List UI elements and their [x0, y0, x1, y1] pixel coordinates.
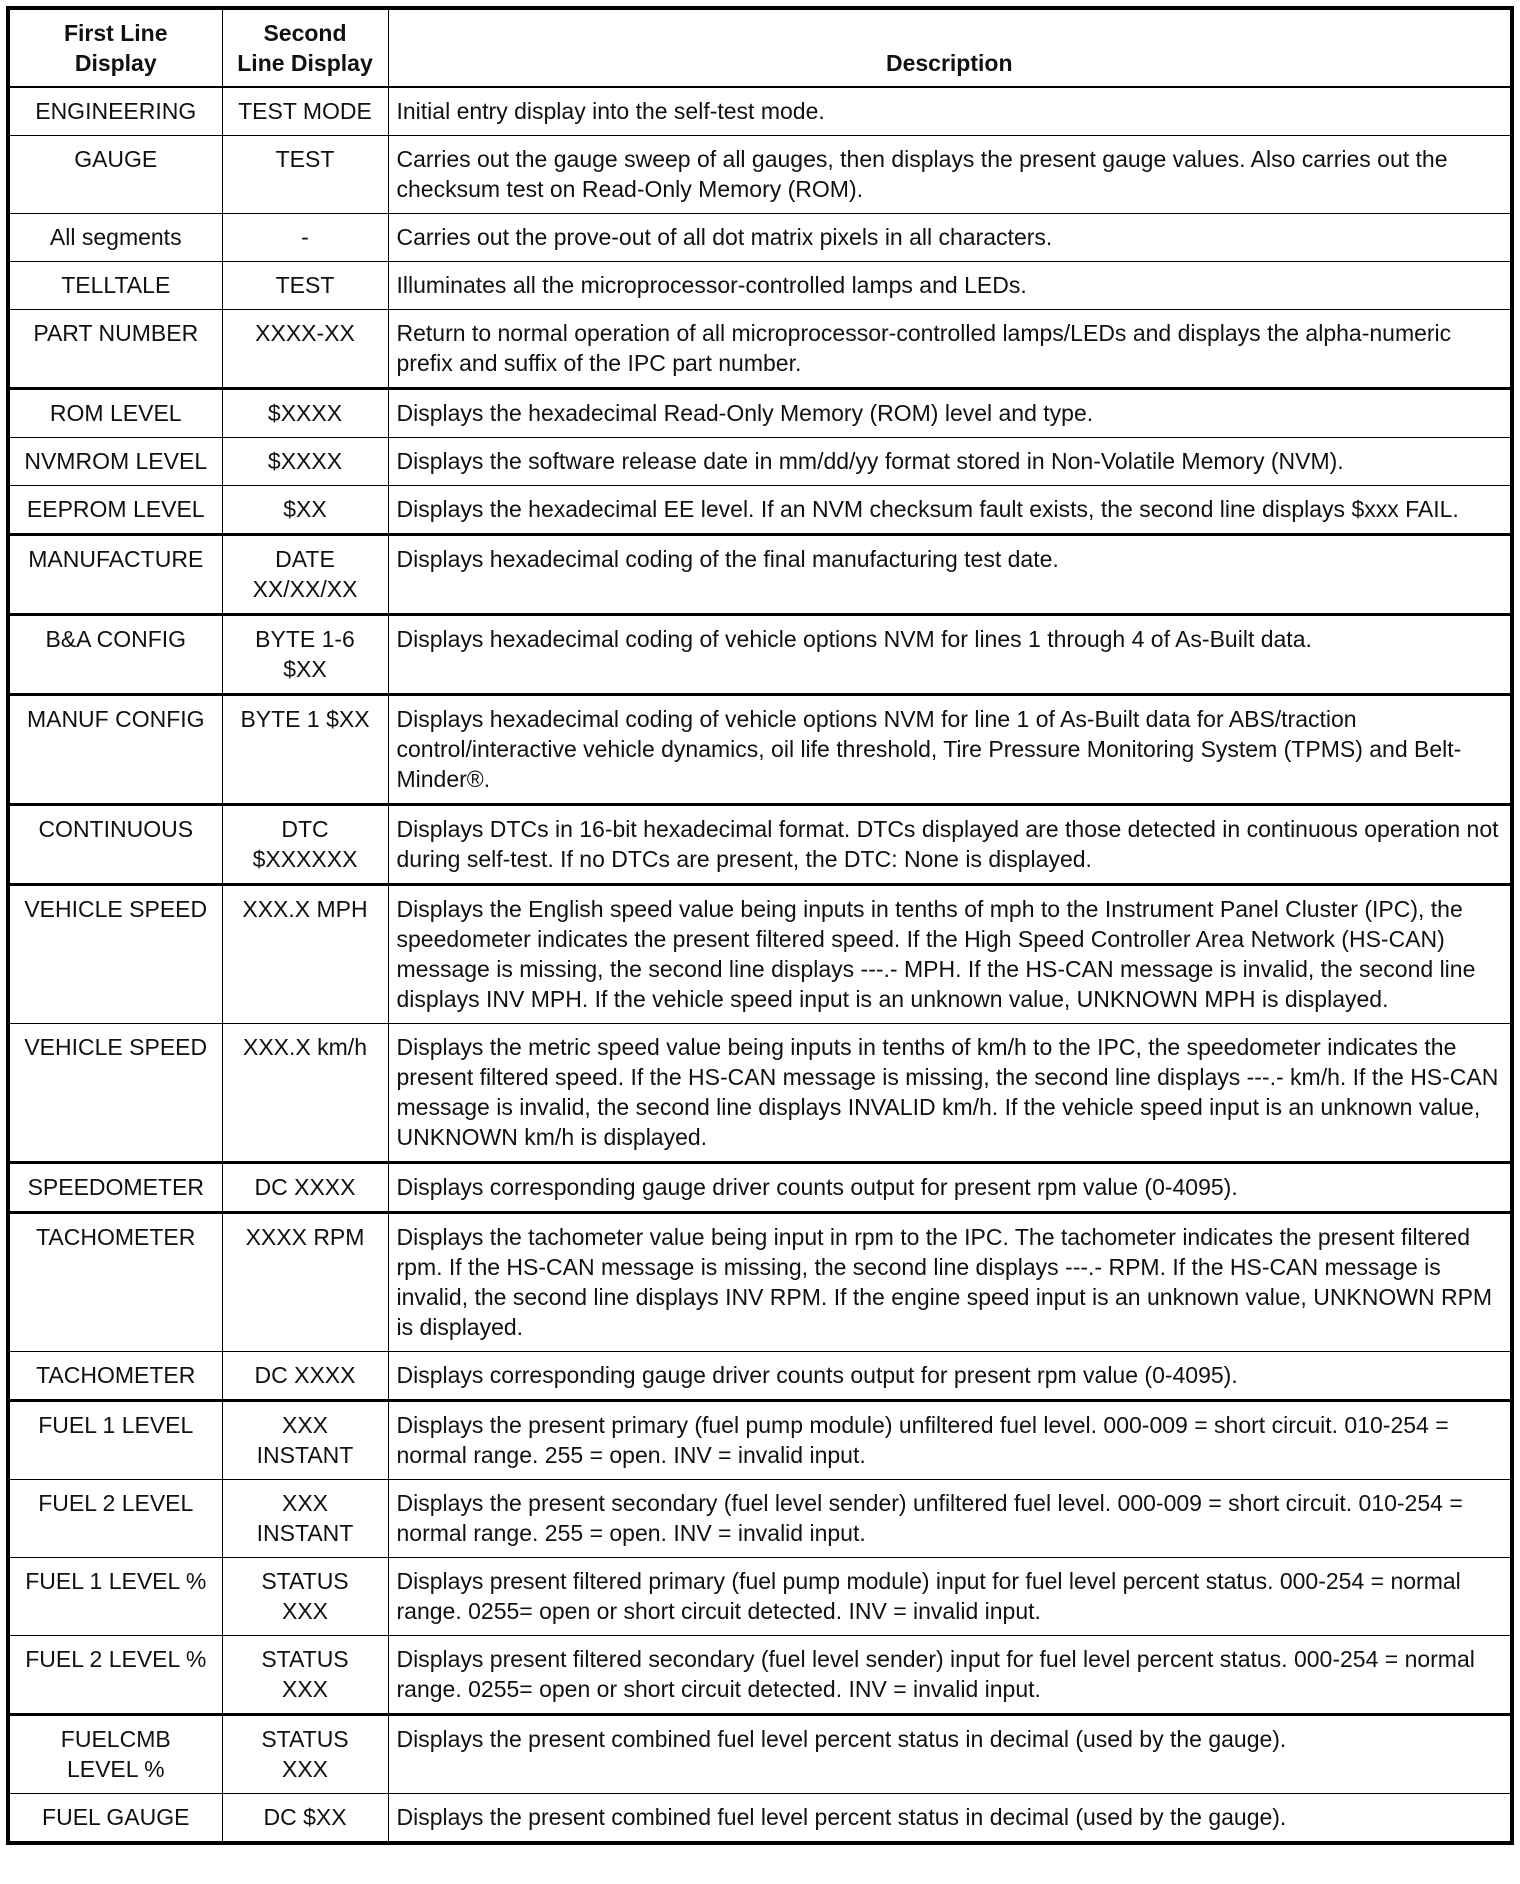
second-line-display-cell: DTC $XXXXXX — [222, 805, 388, 885]
description-cell: Return to normal operation of all microprocessor-controlled lamps/LEDs and displays the alpha-numeric prefix and suffix of the IPC part number. — [388, 310, 1512, 389]
second-line-display-cell: STATUS XXX — [222, 1636, 388, 1715]
first-line-display-cell: ROM LEVEL — [8, 389, 222, 438]
first-line-display-cell: FUEL GAUGE — [8, 1794, 222, 1844]
second-line-display-cell: DATE XX/XX/XX — [222, 535, 388, 615]
first-line-display-cell: FUEL 2 LEVEL % — [8, 1636, 222, 1715]
second-line-display-cell: TEST — [222, 136, 388, 214]
description-cell: Displays hexadecimal coding of vehicle options NVM for line 1 of As-Built data for ABS/traction control/interactive vehicle dynamics, oil life threshold, Tire Pressure Monitoring System (TPMS) and Belt-Minder®. — [388, 695, 1512, 805]
second-line-display-cell: $XXXX — [222, 438, 388, 486]
description-cell: Displays the metric speed value being inputs in tenths of km/h to the IPC, the speedometer indicates the present filtered speed. If the HS-CAN message is missing, the second line displays ---.- km/h. If the HS-CAN message is invalid, the second line displays INVALID km/h. If the vehicle speed input is an unknown value, UNKNOWN km/h is displayed. — [388, 1024, 1512, 1163]
header-second-line-display: Second Line Display — [222, 8, 388, 87]
first-line-display-cell: PART NUMBER — [8, 310, 222, 389]
description-cell: Displays the present combined fuel level percent status in decimal (used by the gauge). — [388, 1715, 1512, 1794]
first-line-display-cell: NVMROM LEVEL — [8, 438, 222, 486]
second-line-display-cell: - — [222, 214, 388, 262]
description-cell: Displays the present secondary (fuel level sender) unfiltered fuel level. 000-009 = short circuit. 010-254 = normal range. 255 = open. INV = invalid input. — [388, 1480, 1512, 1558]
self-test-display-table — [6, 6, 1514, 1845]
table-row — [8, 1024, 1512, 1163]
table-row — [8, 486, 1512, 535]
first-line-display-cell: VEHICLE SPEED — [8, 885, 222, 1024]
table-row — [8, 885, 1512, 1024]
second-line-display-cell: $XX — [222, 486, 388, 535]
table-row — [8, 1636, 1512, 1715]
header-row — [8, 8, 1512, 87]
second-line-display-cell: XXX INSTANT — [222, 1401, 388, 1480]
first-line-display-cell: TACHOMETER — [8, 1352, 222, 1401]
second-line-display-cell: DC $XX — [222, 1794, 388, 1844]
table-row — [8, 535, 1512, 615]
description-cell: Illuminates all the microprocessor-controlled lamps and LEDs. — [388, 262, 1512, 310]
header-description: Description — [388, 8, 1512, 87]
table-row — [8, 1558, 1512, 1636]
second-line-display-cell: XXXX RPM — [222, 1213, 388, 1352]
first-line-display-cell: ENGINEERING — [8, 87, 222, 136]
first-line-display-cell: TELLTALE — [8, 262, 222, 310]
first-line-display-cell: FUEL 1 LEVEL — [8, 1401, 222, 1480]
first-line-display-cell: TACHOMETER — [8, 1213, 222, 1352]
second-line-display-cell: XXX.X km/h — [222, 1024, 388, 1163]
first-line-display-cell: VEHICLE SPEED — [8, 1024, 222, 1163]
second-line-display-cell: DC XXXX — [222, 1352, 388, 1401]
description-cell: Displays present filtered primary (fuel pump module) input for fuel level percent status. 000-254 = normal range. 0255= open or short circuit detected. INV = invalid input. — [388, 1558, 1512, 1636]
description-cell: Displays the hexadecimal Read-Only Memory (ROM) level and type. — [388, 389, 1512, 438]
description-cell: Displays the software release date in mm/dd/yy format stored in Non-Volatile Memory (NVM). — [388, 438, 1512, 486]
table-row — [8, 310, 1512, 389]
second-line-display-cell: XXX.X MPH — [222, 885, 388, 1024]
first-line-display-cell: FUEL 1 LEVEL % — [8, 1558, 222, 1636]
table-row — [8, 1401, 1512, 1480]
second-line-display-cell: TEST — [222, 262, 388, 310]
second-line-display-cell: STATUS XXX — [222, 1715, 388, 1794]
table-row — [8, 615, 1512, 695]
table-row — [8, 136, 1512, 214]
table-body — [8, 87, 1512, 1843]
table-row — [8, 1213, 1512, 1352]
table-row — [8, 1715, 1512, 1794]
first-line-display-cell: MANUFACTURE — [8, 535, 222, 615]
second-line-display-cell: DC XXXX — [222, 1163, 388, 1213]
table-row — [8, 214, 1512, 262]
description-cell: Displays DTCs in 16-bit hexadecimal format. DTCs displayed are those detected in continuous operation not during self-test. If no DTCs are present, the DTC: None is displayed. — [388, 805, 1512, 885]
first-line-display-cell: MANUF CONFIG — [8, 695, 222, 805]
description-cell: Initial entry display into the self-test mode. — [388, 87, 1512, 136]
table-row — [8, 1480, 1512, 1558]
table-row — [8, 389, 1512, 438]
first-line-display-cell: FUEL 2 LEVEL — [8, 1480, 222, 1558]
table-row — [8, 262, 1512, 310]
first-line-display-cell: GAUGE — [8, 136, 222, 214]
description-cell: Displays the present primary (fuel pump module) unfiltered fuel level. 000-009 = short circuit. 010-254 = normal range. 255 = open. INV = invalid input. — [388, 1401, 1512, 1480]
table-row — [8, 1163, 1512, 1213]
second-line-display-cell: STATUS XXX — [222, 1558, 388, 1636]
first-line-display-cell: EEPROM LEVEL — [8, 486, 222, 535]
description-cell: Displays the hexadecimal EE level. If an NVM checksum fault exists, the second line displays $xxx FAIL. — [388, 486, 1512, 535]
description-cell: Displays the tachometer value being input in rpm to the IPC. The tachometer indicates the present filtered rpm. If the HS-CAN message is missing, the second line displays ---.- RPM. If the HS-CAN message is invalid, the second line displays INV RPM. If the engine speed input is an unknown value, UNKNOWN RPM is displayed. — [388, 1213, 1512, 1352]
table-row — [8, 438, 1512, 486]
first-line-display-cell: FUELCMB LEVEL % — [8, 1715, 222, 1794]
table-row — [8, 805, 1512, 885]
first-line-display-cell: B&A CONFIG — [8, 615, 222, 695]
description-cell: Displays hexadecimal coding of vehicle options NVM for lines 1 through 4 of As-Built data. — [388, 615, 1512, 695]
second-line-display-cell: XXX INSTANT — [222, 1480, 388, 1558]
first-line-display-cell: CONTINUOUS — [8, 805, 222, 885]
description-cell: Displays corresponding gauge driver counts output for present rpm value (0-4095). — [388, 1352, 1512, 1401]
description-cell: Displays the present combined fuel level percent status in decimal (used by the gauge). — [388, 1794, 1512, 1844]
table-row — [8, 1794, 1512, 1844]
description-cell: Displays corresponding gauge driver counts output for present rpm value (0-4095). — [388, 1163, 1512, 1213]
description-cell: Displays the English speed value being inputs in tenths of mph to the Instrument Panel Cluster (IPC), the speedometer indicates the present filtered speed. If the High Speed Controller Area Network (HS-CAN) message is missing, the second line displays ---.- MPH. If the HS-CAN message is invalid, the second line displays INV MPH. If the vehicle speed input is an unknown value, UNKNOWN MPH is displayed. — [388, 885, 1512, 1024]
second-line-display-cell: $XXXX — [222, 389, 388, 438]
table-row — [8, 695, 1512, 805]
table-row — [8, 87, 1512, 136]
header-first-line-display: First Line Display — [8, 8, 222, 87]
table-row — [8, 1352, 1512, 1401]
second-line-display-cell: TEST MODE — [222, 87, 388, 136]
second-line-display-cell: BYTE 1-6 $XX — [222, 615, 388, 695]
description-cell: Carries out the gauge sweep of all gauges, then displays the present gauge values. Also carries out the checksum test on Read-Only Memory (ROM). — [388, 136, 1512, 214]
second-line-display-cell: XXXX-XX — [222, 310, 388, 389]
first-line-display-cell: All segments — [8, 214, 222, 262]
description-cell: Displays hexadecimal coding of the final manufacturing test date. — [388, 535, 1512, 615]
description-cell: Carries out the prove-out of all dot matrix pixels in all characters. — [388, 214, 1512, 262]
first-line-display-cell: SPEEDOMETER — [8, 1163, 222, 1213]
description-cell: Displays present filtered secondary (fuel level sender) input for fuel level percent status. 000-254 = normal range. 0255= open or short circuit detected. INV = invalid input. — [388, 1636, 1512, 1715]
second-line-display-cell: BYTE 1 $XX — [222, 695, 388, 805]
